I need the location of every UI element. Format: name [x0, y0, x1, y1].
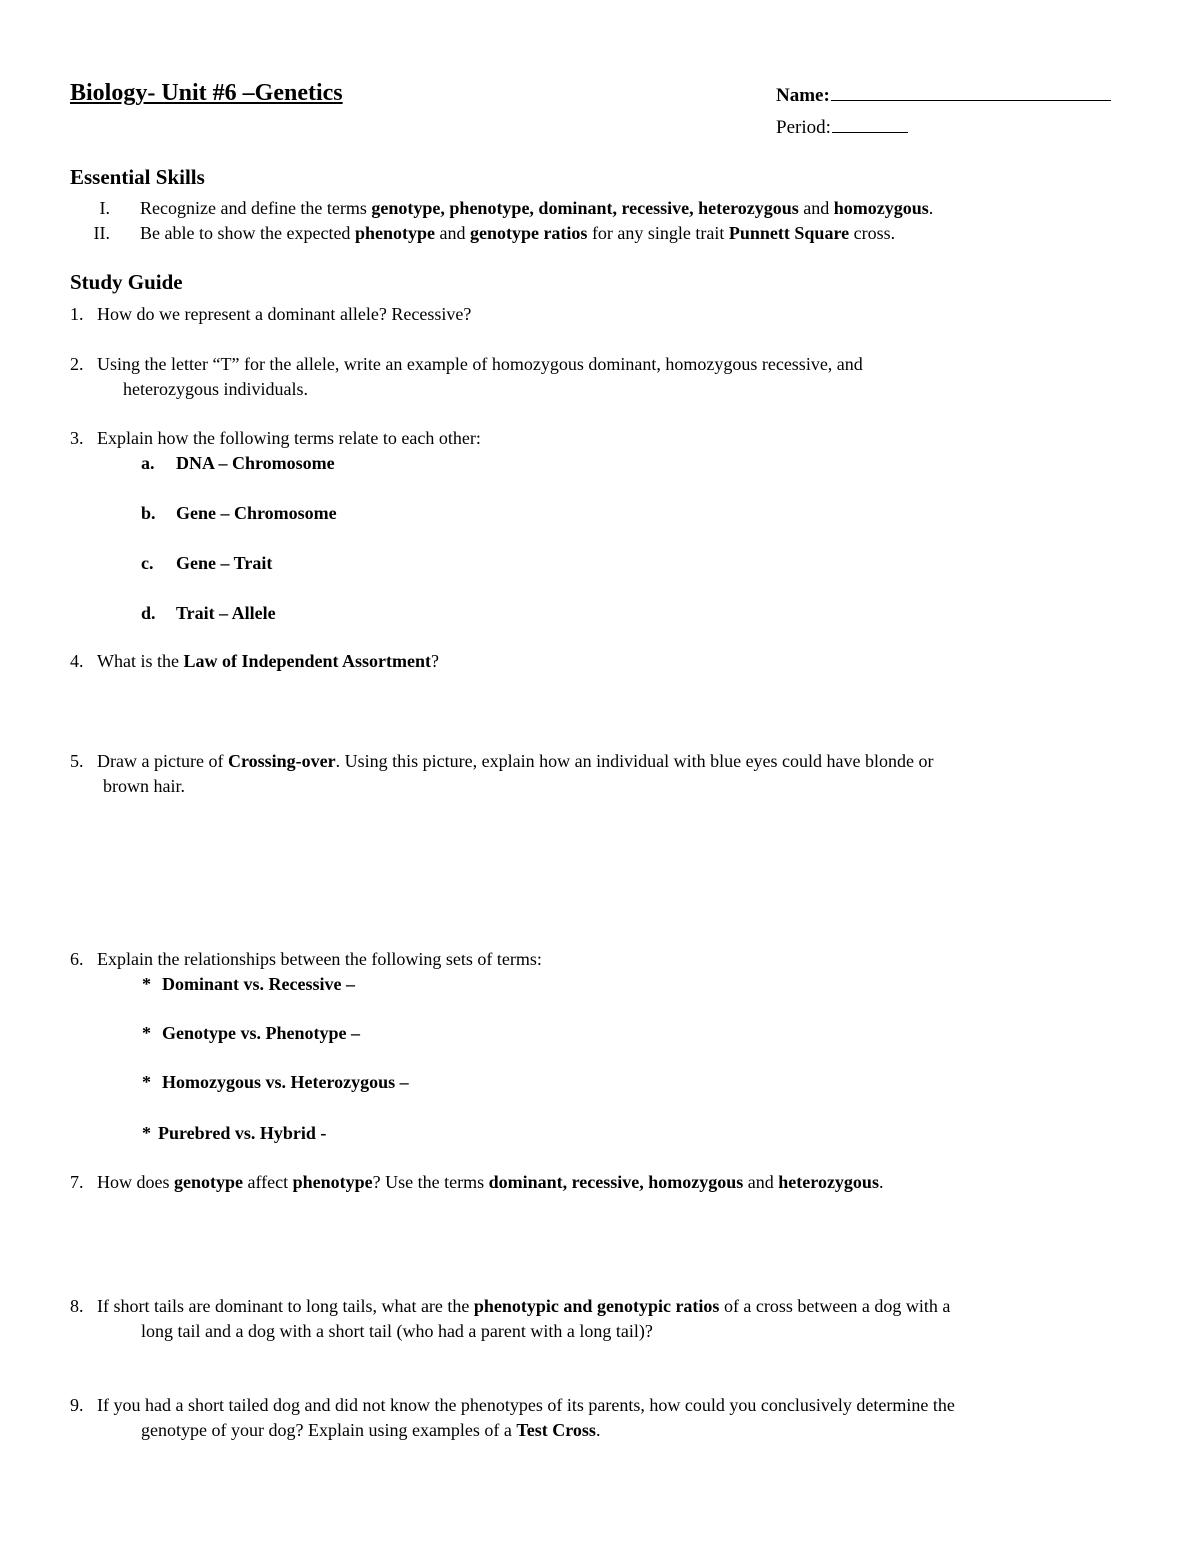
text-run: . — [595, 1420, 601, 1440]
sub-item-letter: d. — [141, 603, 156, 623]
text-run: genotype of your dog? Explain using examples of a — [141, 1420, 517, 1440]
text-run: ? Use the terms — [372, 1172, 489, 1192]
skill-text — [140, 221, 895, 246]
question-number: 8. — [70, 1296, 84, 1316]
question-number: 3. — [70, 428, 84, 448]
text-run: If short tails are dominant to long tails, what are the — [97, 1296, 474, 1316]
text-run: How does — [97, 1172, 174, 1192]
question-text-line-1 — [97, 352, 863, 377]
text-run: allele — [295, 354, 335, 374]
text-run: . Using this picture, explain how an individual with blue eyes could have blonde or — [335, 751, 934, 771]
text-run: Draw a picture of — [97, 751, 228, 771]
question-number: 9. — [70, 1395, 84, 1415]
bold-term: Test Cross — [516, 1420, 596, 1440]
bold-term: Punnett Square — [728, 223, 850, 243]
sub-item-letter: c. — [141, 553, 154, 573]
question-4 — [0, 649, 1200, 674]
bold-term: dominant, recessive, homozygous — [488, 1172, 744, 1192]
text-run: If you had a short tailed dog and did not know the phenotypes of its parents, how could you conclusively determine the — [97, 1395, 955, 1415]
study-guide-heading: Study Guide — [70, 270, 183, 294]
question-text-line-2 — [141, 1418, 600, 1443]
text-run: . — [878, 1172, 884, 1192]
text-run: ? Recessive? — [378, 304, 472, 324]
question-9 — [0, 1393, 1200, 1443]
essential-skills-heading: Essential Skills — [70, 165, 205, 189]
skill-item-1 — [70, 196, 1170, 221]
bold-term: Crossing-over — [227, 751, 336, 771]
bold-term: genotype, phenotype, dominant, recessive, heterozygous — [371, 198, 799, 218]
question-text-line-2 — [103, 774, 185, 799]
sub-item-text: Trait – Allele — [176, 603, 276, 623]
skill-numeral: I. — [99, 198, 110, 218]
question-7 — [0, 1170, 1200, 1195]
sub-item-letter: a. — [141, 453, 155, 473]
question-text-line-1 — [97, 1294, 950, 1319]
question-text-line-2 — [123, 377, 308, 402]
question-2 — [0, 352, 1200, 402]
bullet-star: * — [142, 974, 151, 994]
bold-term: phenotypic and genotypic ratios — [473, 1296, 720, 1316]
question-number: 4. — [70, 651, 84, 671]
question-1 — [0, 302, 1200, 327]
text-run: How do we represent a dominant — [97, 304, 340, 324]
skill-item-2 — [70, 221, 1170, 246]
text-run: Recognize and define the terms — [140, 198, 372, 218]
sub-item-letter: b. — [141, 503, 156, 523]
text-run: ? — [431, 651, 440, 671]
question-number: 1. — [70, 304, 84, 324]
text-run: brown hair. — [103, 776, 185, 796]
bullet-star: * — [142, 1123, 151, 1143]
page-title: Biology- Unit #6 –Genetics — [70, 80, 343, 106]
text-run: What is the — [97, 651, 184, 671]
text-run: Be able to show the expected — [140, 223, 355, 243]
term-pair-text: Dominant vs. Recessive – — [162, 974, 355, 994]
term-pair-text: Homozygous vs. Heterozygous – — [162, 1072, 409, 1092]
text-run: of a cross between a dog with a — [719, 1296, 951, 1316]
bold-term: homozygous — [833, 198, 929, 218]
question-number: 2. — [70, 354, 84, 374]
bold-term: Law of Independent Assortment — [183, 651, 432, 671]
question-text-line-2 — [141, 1319, 653, 1344]
bold-term: phenotype — [292, 1172, 373, 1192]
text-run: and — [434, 223, 470, 243]
sub-item-text: DNA – Chromosome — [176, 453, 335, 473]
question-number: 5. — [70, 751, 84, 771]
term-pair-text: Purebred vs. Hybrid - — [158, 1123, 327, 1143]
question-3 — [0, 426, 1200, 626]
text-run: heterozygous individuals. — [123, 379, 308, 399]
question-text — [97, 649, 439, 674]
bold-term: heterozygous — [778, 1172, 879, 1192]
sub-item-text: Gene – Trait — [176, 553, 273, 573]
text-run: and — [798, 198, 834, 218]
name-label: Name: — [776, 85, 830, 106]
skill-numeral: II. — [93, 223, 110, 243]
text-run: . — [928, 198, 934, 218]
question-6 — [0, 947, 1200, 1147]
text-run: , write an example of homozygous dominant, homozygous recessive, and — [334, 354, 863, 374]
question-text: Explain how the following terms relate to each other: — [97, 428, 481, 448]
text-run: cross. — [849, 223, 896, 243]
bullet-star: * — [142, 1072, 151, 1092]
bullet-star: * — [142, 1023, 151, 1043]
period-field[interactable] — [776, 115, 908, 140]
term-pair-text: Genotype vs. Phenotype – — [162, 1023, 360, 1043]
name-field[interactable] — [776, 83, 1111, 108]
question-number: 6. — [70, 949, 84, 969]
question-5 — [0, 749, 1200, 799]
skill-text — [140, 196, 933, 221]
text-run: long tail and a dog with a short tail (who had a parent with a long tail)? — [141, 1321, 653, 1341]
text-run: allele — [339, 304, 379, 324]
text-run: and — [743, 1172, 779, 1192]
bold-term: phenotype — [354, 223, 435, 243]
question-text — [97, 302, 471, 327]
question-text-line-1 — [97, 749, 934, 774]
text-run: Using the letter “T” for the — [97, 354, 296, 374]
period-label: Period: — [776, 117, 831, 138]
period-blank-line[interactable] — [832, 116, 908, 133]
bold-term: genotype — [174, 1172, 243, 1192]
question-text-line-1 — [97, 1393, 955, 1418]
question-8 — [0, 1294, 1200, 1344]
question-text: Explain the relationships between the following sets of terms: — [97, 949, 542, 969]
name-blank-line[interactable] — [831, 84, 1111, 101]
text-run: affect — [243, 1172, 293, 1192]
text-run: for any single trait — [587, 223, 729, 243]
bold-term: genotype ratios — [469, 223, 588, 243]
question-number: 7. — [70, 1172, 84, 1192]
sub-item-text: Gene – Chromosome — [176, 503, 337, 523]
question-text — [97, 1170, 883, 1195]
